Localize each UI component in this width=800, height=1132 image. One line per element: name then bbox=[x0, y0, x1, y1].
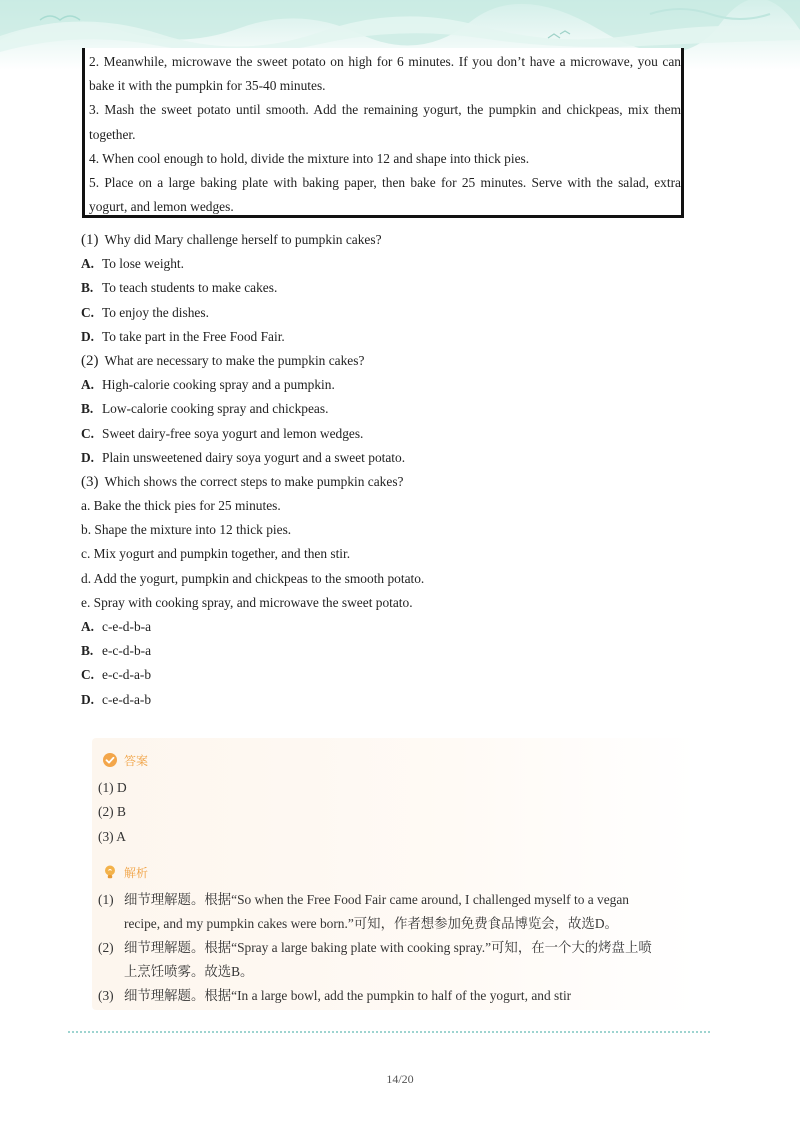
lightbulb-icon bbox=[102, 864, 118, 880]
question-1-option-d[interactable] bbox=[81, 325, 701, 349]
recipe-step-5-line1: 5. Place on a large baking plate with baking paper, then bake for 25 minutes. Serve with the salad, extra bbox=[89, 175, 681, 191]
option-text: To lose weight. bbox=[102, 256, 184, 272]
analysis-number: (3) bbox=[98, 988, 114, 1003]
option-letter: B. bbox=[81, 280, 94, 296]
footer-divider bbox=[68, 1031, 710, 1033]
question-number: (3) bbox=[81, 473, 99, 490]
analysis-line: 上烹饪喷雾。故选B。 bbox=[124, 964, 254, 979]
page-number: 14/20 bbox=[386, 1072, 414, 1086]
question-3-option-a[interactable] bbox=[81, 615, 701, 639]
option-letter: B. bbox=[81, 401, 94, 417]
option-letter: D. bbox=[81, 691, 95, 707]
recipe-step-3-line1: 3. Mash the sweet potato until smooth. Add the remaining yogurt, the pumpkin and chickpeas, mix them bbox=[89, 102, 681, 118]
option-letter: C. bbox=[81, 425, 95, 441]
analysis-label: 解析 bbox=[124, 865, 149, 880]
option-letter: A. bbox=[81, 619, 95, 634]
answer-item-2: (2) B bbox=[98, 804, 126, 819]
question-3-option-d[interactable] bbox=[81, 688, 701, 712]
question-3-step-a: a. Bake the thick pies for 25 minutes. bbox=[81, 498, 281, 514]
option-letter: A. bbox=[81, 256, 95, 272]
option-letter: A. bbox=[81, 377, 95, 393]
option-text: Sweet dairy-free soya yogurt and lemon wedges. bbox=[102, 425, 364, 441]
question-1-option-c[interactable] bbox=[81, 301, 701, 325]
question-2-option-d[interactable] bbox=[81, 446, 701, 470]
question-1-option-a[interactable] bbox=[81, 252, 701, 276]
question-3-option-c[interactable] bbox=[81, 663, 701, 687]
question-2-option-c[interactable] bbox=[81, 422, 701, 446]
analysis-item-1 bbox=[98, 888, 688, 936]
analysis-tag bbox=[102, 862, 148, 882]
question-text: What are necessary to make the pumpkin cakes? bbox=[104, 352, 365, 368]
question-number: (2) bbox=[81, 352, 99, 369]
question-1-option-b[interactable] bbox=[81, 276, 701, 300]
option-text: c-e-d-a-b bbox=[102, 691, 152, 707]
analysis-number: (2) bbox=[98, 940, 114, 955]
option-text: To teach students to make cakes. bbox=[102, 280, 278, 296]
question-3-step-b: b. Shape the mixture into 12 thick pies. bbox=[81, 522, 292, 538]
analysis-item-3 bbox=[98, 984, 688, 1008]
answer-item-1: (1) D bbox=[98, 780, 127, 795]
option-text: To enjoy the dishes. bbox=[102, 304, 209, 320]
answer-label: 答案 bbox=[124, 753, 149, 768]
answer-item-3: (3) A bbox=[98, 829, 126, 844]
analysis-line: 细节理解题。根据“In a large bowl, add the pumpkin to half of the yogurt, and stir bbox=[124, 988, 572, 1003]
analysis-line: 细节理解题。根据“Spray a large baking plate with cooking spray.”可知，在一个大的烤盘上喷 bbox=[124, 940, 652, 955]
analysis-line: recipe, and my pumpkin cakes were born.”可知，作者想参加免费食品博览会，故选D。 bbox=[124, 916, 618, 931]
question-3-step-e: e. Spray with cooking spray, and microwave the sweet potato. bbox=[81, 594, 413, 610]
recipe-step-5-line2: yogurt, and lemon wedges. bbox=[89, 199, 234, 215]
answer-analysis-panel bbox=[92, 738, 698, 1010]
question-3-step-c: c. Mix yogurt and pumpkin together, and then stir. bbox=[81, 546, 351, 562]
option-text: Plain unsweetened dairy soya yogurt and a sweet potato. bbox=[102, 449, 406, 465]
recipe-step-3-line2: together. bbox=[89, 126, 136, 142]
questions-section bbox=[81, 228, 701, 712]
option-letter: B. bbox=[81, 643, 94, 659]
option-text: e-c-d-b-a bbox=[102, 643, 152, 659]
answer-tag bbox=[102, 750, 148, 770]
question-2-option-a[interactable] bbox=[81, 373, 701, 397]
option-text: High-calorie cooking spray and a pumpkin. bbox=[102, 377, 335, 393]
recipe-step-2-line2: bake it with the pumpkin for 35-40 minutes. bbox=[89, 78, 326, 94]
analysis-item-2 bbox=[98, 936, 688, 984]
option-letter: C. bbox=[81, 667, 95, 683]
question-1-stem bbox=[81, 228, 701, 252]
question-text: Which shows the correct steps to make pumpkin cakes? bbox=[104, 473, 404, 489]
recipe-step-2-line1: 2. Meanwhile, microwave the sweet potato on high for 6 minutes. If you don’t have a microwave, you can bbox=[89, 54, 681, 69]
question-2-option-b[interactable] bbox=[81, 397, 701, 421]
question-number: (1) bbox=[81, 232, 99, 248]
recipe-steps-box bbox=[82, 48, 684, 218]
option-text: To take part in the Free Food Fair. bbox=[102, 328, 285, 344]
option-letter: C. bbox=[81, 304, 95, 320]
option-text: c-e-d-b-a bbox=[102, 619, 152, 634]
option-text: Low-calorie cooking spray and chickpeas. bbox=[102, 401, 329, 417]
analysis-line: 细节理解题。根据“So when the Free Food Fair came around, I challenged myself to a vegan bbox=[124, 892, 629, 907]
question-text: Why did Mary challenge herself to pumpkin cakes? bbox=[104, 232, 382, 247]
check-circle-icon bbox=[102, 752, 118, 768]
option-letter: D. bbox=[81, 328, 95, 344]
question-3-option-b[interactable] bbox=[81, 639, 701, 663]
option-letter: D. bbox=[81, 449, 95, 465]
question-3-stem bbox=[81, 470, 701, 494]
question-3-step-d: d. Add the yogurt, pumpkin and chickpeas to the smooth potato. bbox=[81, 570, 425, 586]
recipe-step-4-line1: 4. When cool enough to hold, divide the mixture into 12 and shape into thick pies. bbox=[89, 150, 530, 166]
option-text: e-c-d-a-b bbox=[102, 667, 152, 683]
analysis-number: (1) bbox=[98, 892, 114, 907]
question-2-stem bbox=[81, 349, 701, 373]
